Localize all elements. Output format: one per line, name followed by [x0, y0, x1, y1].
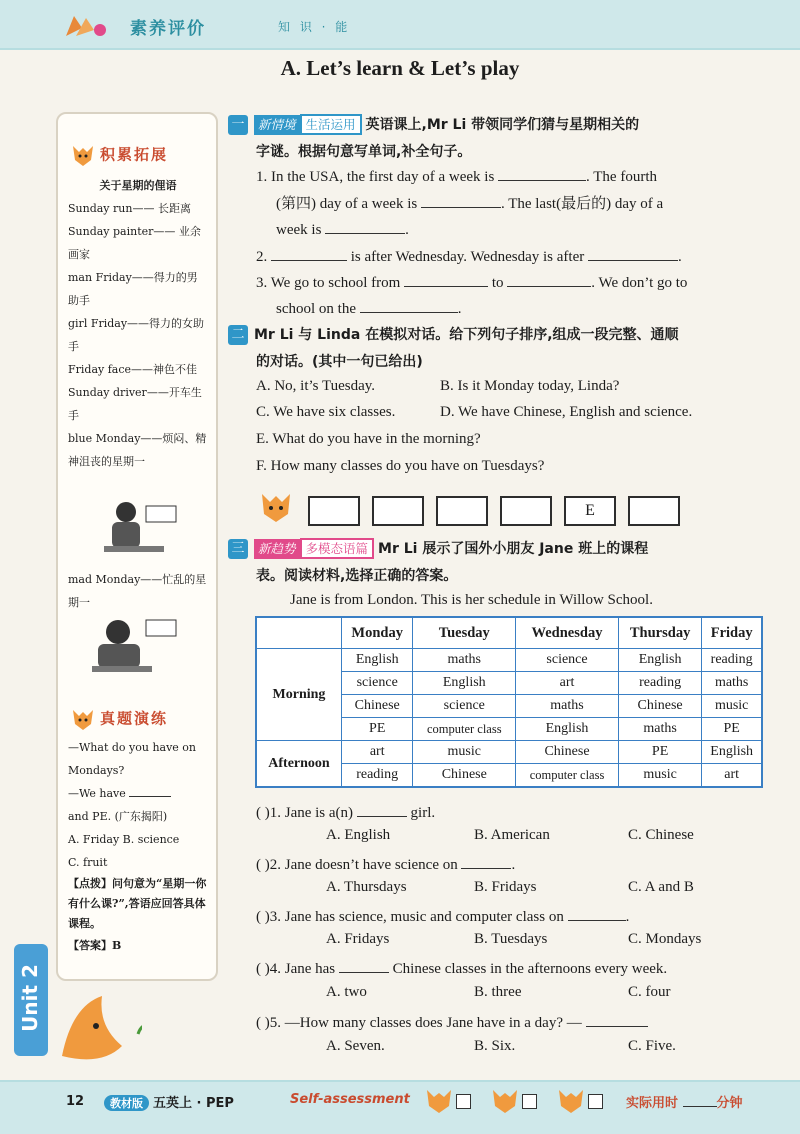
mcq-question-1: ( )1. Jane is a(n) girl.	[256, 802, 435, 822]
mcq-option[interactable]: C. four	[628, 984, 671, 1000]
dialog-option-c: C. We have six classes.	[256, 404, 396, 420]
table-row	[256, 741, 762, 764]
self-check-box[interactable]	[588, 1094, 603, 1109]
self-assessment-label: Self-assessment	[290, 1092, 410, 1107]
dialog-option-d: D. We have Chinese, English and science.	[440, 404, 693, 420]
fox-face-icon	[556, 1086, 586, 1116]
answer-blank[interactable]	[325, 219, 405, 234]
section2-instruction-cont: 的对话。(其中一句已给出)	[256, 354, 423, 370]
mcq-question-2: ( )2. Jane doesn’t have science on .	[256, 854, 515, 874]
section-instruction: 英语课上,Mr Li 带领同学们猜与星期相关的	[365, 117, 640, 133]
section2-heading	[228, 324, 679, 345]
answer-blank[interactable]	[271, 246, 347, 261]
idiom-list-title: 关于星期的俚语	[99, 179, 177, 192]
section3-instruction-cont: 表。阅读材料,选择正确的答案。	[256, 568, 458, 584]
self-check-box[interactable]	[522, 1094, 537, 1109]
answer-blank[interactable]	[461, 854, 511, 869]
order-box-4[interactable]	[500, 496, 552, 526]
table-cell: music	[618, 764, 701, 788]
q1-line1: 1. In the USA, the first day of a week is . The fourth	[256, 166, 657, 186]
answer-blank[interactable]	[586, 1012, 648, 1027]
mcq-option[interactable]: A. Seven.	[326, 1038, 385, 1054]
section-tag: 新情境	[254, 115, 300, 135]
idiom-item: Sunday run—— 长距离	[68, 202, 191, 215]
table-cell: maths	[618, 718, 701, 741]
practice-tip: 【点拨】问句意为“星期一你有什么课?”,答语应回答具体课程。	[68, 877, 207, 930]
answer-blank[interactable]	[498, 166, 586, 181]
table-cell: English	[342, 649, 413, 672]
fox-logo-icon	[62, 12, 108, 40]
section3-heading	[228, 538, 648, 559]
q3-line2: school on the .	[276, 298, 462, 318]
time-used-label: 实际用时 分钟	[626, 1092, 743, 1111]
section-number: 一	[228, 115, 248, 135]
schedule-header-row	[256, 617, 762, 649]
fox-icon	[70, 142, 96, 168]
section-tag: 新趋势	[254, 539, 300, 559]
mcq-question-4: ( )4. Jane has Chinese classes in the afternoons every week.	[256, 958, 667, 978]
dialog-option-a: A. No, it’s Tuesday.	[256, 378, 376, 394]
section-instruction: Mr Li 与 Linda 在模拟对话。给下列句子排序,组成一段完整、通顺	[254, 327, 679, 343]
day-header: Monday	[342, 617, 413, 649]
table-cell: art	[702, 764, 762, 788]
idiom-item: Sunday painter—— 业余画家	[68, 225, 201, 261]
q1-line3: week is .	[276, 219, 409, 239]
q2-line: 2. is after Wednesday. Wednesday is after .	[256, 246, 682, 266]
dialog-option-e: E. What do you have in the morning?	[256, 431, 481, 447]
order-box-1[interactable]	[308, 496, 360, 526]
mcq-option[interactable]: A. Fridays	[326, 931, 390, 947]
table-cell: PE	[342, 718, 413, 741]
practice-answer-suffix: and PE. (广东揭阳)	[68, 810, 168, 823]
table-cell: science	[516, 649, 619, 672]
table-cell: reading	[342, 764, 413, 788]
order-box-given: E	[564, 496, 616, 526]
fox-icon	[70, 706, 96, 732]
order-box-3[interactable]	[436, 496, 488, 526]
table-cell: PE	[702, 718, 762, 741]
answer-blank[interactable]	[404, 272, 488, 287]
table-cell: music	[702, 695, 762, 718]
sidebar-heading-practice: 真题演练	[70, 706, 168, 732]
table-cell: Chinese	[342, 695, 413, 718]
self-check-box[interactable]	[456, 1094, 471, 1109]
page-title: A. Let’s learn & Let’s play	[280, 56, 520, 80]
time-blank[interactable]	[683, 1092, 717, 1107]
order-box-2[interactable]	[372, 496, 424, 526]
day-header: Tuesday	[413, 617, 516, 649]
table-cell: computer class	[413, 718, 516, 741]
section-number: 三	[228, 539, 248, 559]
practice-option-c: C. fruit	[68, 856, 108, 869]
practice-question: —What do you have on Mondays?	[68, 741, 197, 777]
table-cell: art	[516, 672, 619, 695]
answer-blank[interactable]	[421, 193, 501, 208]
mcq-option[interactable]: B. Six.	[474, 1038, 516, 1054]
mcq-option[interactable]: C. Chinese	[628, 827, 694, 843]
day-header: Friday	[702, 617, 762, 649]
section1-heading	[228, 114, 639, 135]
section-instruction: Mr Li 展示了国外小朋友 Jane 班上的课程	[378, 541, 649, 557]
header-band	[0, 0, 800, 50]
sidebar-heading-accumulate: 积累拓展	[70, 142, 168, 168]
footer-band	[0, 1080, 800, 1134]
table-cell: English	[413, 672, 516, 695]
reading-lead: Jane is from London. This is her schedule in Willow School.	[290, 592, 653, 608]
table-cell: English	[618, 649, 701, 672]
header-tag-secondary: 知 识 · 能	[278, 20, 351, 34]
answer-blank[interactable]	[357, 802, 407, 817]
mcq-question-3: ( )3. Jane has science, music and computer class on .	[256, 906, 629, 926]
day-header: Wednesday	[516, 617, 619, 649]
mcq-option[interactable]: C. Five.	[628, 1038, 676, 1054]
mcq-option[interactable]: B. Fridays	[474, 879, 537, 895]
grade-label: 教材版 五英上 · PEP	[104, 1092, 234, 1111]
fox-face-icon	[424, 1086, 454, 1116]
mcq-option[interactable]: B. Tuesdays	[474, 931, 548, 947]
schedule-table	[255, 616, 763, 788]
dialog-option-f: F. How many classes do you have on Tuesdays?	[256, 458, 545, 474]
answer-blank[interactable]	[588, 246, 678, 261]
fox-mascot-icon	[258, 488, 298, 524]
idiom-item: girl Friday——得力的女助手	[68, 317, 205, 353]
idiom-item: man Friday——得力的男助手	[68, 271, 198, 307]
mcq-option[interactable]: C. A and B	[628, 879, 694, 895]
page-number: 12	[66, 1094, 85, 1109]
idiom-item: blue Monday——烦闷、精神沮丧的星期一	[68, 432, 207, 468]
answer-blank[interactable]	[507, 272, 591, 287]
table-cell: English	[516, 718, 619, 741]
day-header: Thursday	[618, 617, 701, 649]
table-cell: science	[342, 672, 413, 695]
table-row	[256, 649, 762, 672]
header-tag: 素养评价	[130, 19, 206, 39]
mcq-option[interactable]: A. English	[326, 827, 391, 843]
fox-face-icon	[490, 1086, 520, 1116]
table-cell: maths	[702, 672, 762, 695]
practice-answer: 【答案】B	[68, 939, 122, 952]
practice-blank[interactable]	[129, 782, 171, 797]
section1-instruction-cont: 字谜。根据句意写单词,补全句子。	[256, 144, 472, 160]
table-cell: reading	[618, 672, 701, 695]
table-cell: PE	[618, 741, 701, 764]
table-cell: science	[413, 695, 516, 718]
answer-blank[interactable]	[360, 298, 458, 313]
mcq-option[interactable]: A. Thursdays	[326, 879, 407, 895]
order-box-6[interactable]	[628, 496, 680, 526]
table-cell: Chinese	[618, 695, 701, 718]
practice-answer-line: —We have	[68, 782, 208, 805]
mcq-option[interactable]: C. Mondays	[628, 931, 702, 947]
section-number: 二	[228, 325, 248, 345]
answer-blank[interactable]	[568, 906, 626, 921]
section-tag: 多模态语篇	[300, 538, 375, 559]
table-cell: music	[413, 741, 516, 764]
busy-person-illustration	[86, 614, 178, 676]
mcq-option[interactable]: A. two	[326, 984, 367, 1000]
table-cell: English	[702, 741, 762, 764]
mcq-option[interactable]: B. American	[474, 827, 550, 843]
dialog-option-b: B. Is it Monday today, Linda?	[440, 378, 620, 394]
answer-blank[interactable]	[339, 958, 389, 973]
table-cell: maths	[413, 649, 516, 672]
table-cell: Chinese	[413, 764, 516, 788]
fox-illustration	[52, 986, 142, 1068]
idiom-item: Friday face——神色不佳	[68, 363, 198, 376]
unit-tab: Unit 2	[14, 944, 48, 1056]
morning-label: Morning	[256, 649, 342, 741]
practice-block	[68, 736, 208, 957]
q1-line2: (第四) day of a week is . The last(最后的) day of a	[276, 192, 663, 213]
table-cell: computer class	[516, 764, 619, 788]
section-tag: 生活运用	[300, 114, 362, 135]
practice-options: A. Friday B. science	[68, 833, 180, 846]
table-cell: maths	[516, 695, 619, 718]
mcq-option[interactable]: B. three	[474, 984, 522, 1000]
table-cell: reading	[702, 649, 762, 672]
idiom-item-last: mad Monday——忙乱的星期一	[68, 573, 207, 609]
q3-line1: 3. We go to school from to . We don’t go to	[256, 272, 687, 292]
corner-cell	[256, 617, 342, 649]
sidebar-panel	[56, 112, 218, 981]
mcq-question-5: ( )5. —How many classes does Jane have in a day? —	[256, 1012, 648, 1032]
person-at-desk-illustration	[100, 498, 178, 562]
idiom-list	[68, 174, 208, 473]
idiom-item: Sunday driver——开车生手	[68, 386, 202, 422]
table-cell: Chinese	[516, 741, 619, 764]
table-cell: art	[342, 741, 413, 764]
afternoon-label: Afternoon	[256, 741, 342, 788]
